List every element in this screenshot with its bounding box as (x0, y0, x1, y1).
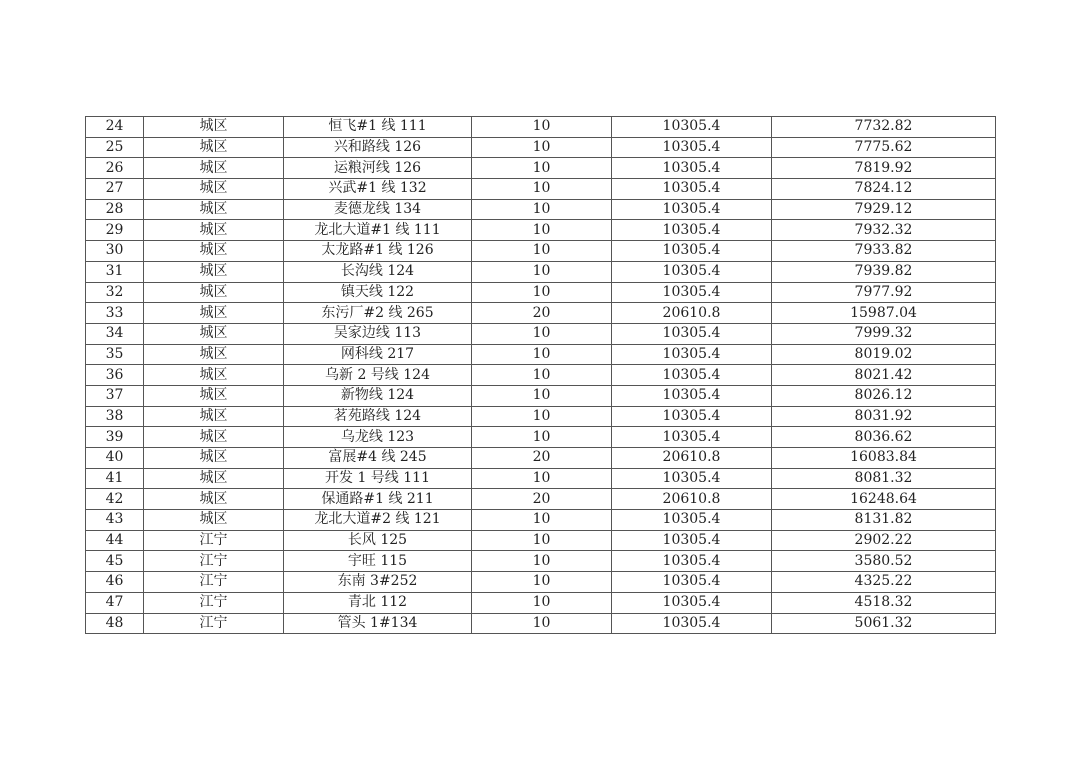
capacity-cell: 10 (472, 385, 612, 406)
value-a-cell: 20610.8 (612, 448, 772, 469)
district-cell: 城区 (144, 282, 284, 303)
value-b-cell: 7977.92 (772, 282, 996, 303)
district-cell: 江宁 (144, 530, 284, 551)
value-a-cell: 10305.4 (612, 510, 772, 531)
table-row (86, 489, 996, 510)
table-row (86, 117, 996, 138)
row-number-cell: 44 (86, 530, 144, 551)
row-number-cell: 37 (86, 385, 144, 406)
row-number-cell: 36 (86, 365, 144, 386)
value-a-cell: 10305.4 (612, 572, 772, 593)
line-name-cell: 乌新 2 号线 124 (284, 365, 472, 386)
row-number-cell: 27 (86, 179, 144, 200)
district-cell: 城区 (144, 365, 284, 386)
table-body (86, 117, 996, 634)
value-a-cell: 10305.4 (612, 199, 772, 220)
value-a-cell: 10305.4 (612, 220, 772, 241)
row-number-cell: 34 (86, 323, 144, 344)
capacity-cell: 10 (472, 282, 612, 303)
value-b-cell: 8081.32 (772, 468, 996, 489)
line-name-cell: 富展#4 线 245 (284, 448, 472, 469)
line-name-cell: 龙北大道#2 线 121 (284, 510, 472, 531)
row-number-cell: 33 (86, 303, 144, 324)
row-number-cell: 32 (86, 282, 144, 303)
value-b-cell: 7732.82 (772, 117, 996, 138)
value-a-cell: 10305.4 (612, 530, 772, 551)
value-a-cell: 10305.4 (612, 158, 772, 179)
capacity-cell: 10 (472, 179, 612, 200)
value-b-cell: 16248.64 (772, 489, 996, 510)
line-name-cell: 太龙路#1 线 126 (284, 241, 472, 262)
value-b-cell: 7939.82 (772, 261, 996, 282)
line-name-cell: 乌龙线 123 (284, 427, 472, 448)
table-row (86, 365, 996, 386)
value-b-cell: 5061.32 (772, 613, 996, 634)
table-row (86, 406, 996, 427)
value-a-cell: 10305.4 (612, 117, 772, 138)
capacity-cell: 20 (472, 489, 612, 510)
table-row (86, 199, 996, 220)
district-cell: 江宁 (144, 572, 284, 593)
capacity-cell: 10 (472, 323, 612, 344)
row-number-cell: 35 (86, 344, 144, 365)
capacity-cell: 20 (472, 303, 612, 324)
value-b-cell: 16083.84 (772, 448, 996, 469)
capacity-cell: 10 (472, 158, 612, 179)
line-name-cell: 麦德龙线 134 (284, 199, 472, 220)
district-cell: 城区 (144, 158, 284, 179)
table-row (86, 385, 996, 406)
table-row (86, 530, 996, 551)
row-number-cell: 45 (86, 551, 144, 572)
line-name-cell: 长沟线 124 (284, 261, 472, 282)
value-b-cell: 7999.32 (772, 323, 996, 344)
row-number-cell: 46 (86, 572, 144, 593)
row-number-cell: 24 (86, 117, 144, 138)
capacity-cell: 10 (472, 551, 612, 572)
capacity-cell: 10 (472, 365, 612, 386)
value-a-cell: 10305.4 (612, 468, 772, 489)
row-number-cell: 42 (86, 489, 144, 510)
district-cell: 城区 (144, 323, 284, 344)
value-a-cell: 10305.4 (612, 551, 772, 572)
row-number-cell: 31 (86, 261, 144, 282)
value-b-cell: 7824.12 (772, 179, 996, 200)
district-cell: 城区 (144, 468, 284, 489)
line-name-cell: 东污厂#2 线 265 (284, 303, 472, 324)
table-row (86, 241, 996, 262)
capacity-cell: 10 (472, 468, 612, 489)
table-row (86, 323, 996, 344)
district-cell: 城区 (144, 261, 284, 282)
line-name-cell: 镇天线 122 (284, 282, 472, 303)
capacity-cell: 20 (472, 448, 612, 469)
capacity-cell: 10 (472, 592, 612, 613)
row-number-cell: 40 (86, 448, 144, 469)
value-b-cell: 4518.32 (772, 592, 996, 613)
district-cell: 城区 (144, 344, 284, 365)
table-row (86, 179, 996, 200)
district-cell: 城区 (144, 489, 284, 510)
table-row (86, 220, 996, 241)
table-row (86, 551, 996, 572)
row-number-cell: 43 (86, 510, 144, 531)
data-table (85, 116, 996, 634)
value-b-cell: 7929.12 (772, 199, 996, 220)
line-name-cell: 长风 125 (284, 530, 472, 551)
value-a-cell: 10305.4 (612, 613, 772, 634)
value-b-cell: 4325.22 (772, 572, 996, 593)
table-row (86, 158, 996, 179)
line-name-cell: 开发 1 号线 111 (284, 468, 472, 489)
table-row (86, 592, 996, 613)
line-name-cell: 管头 1#134 (284, 613, 472, 634)
value-a-cell: 10305.4 (612, 282, 772, 303)
district-cell: 城区 (144, 179, 284, 200)
line-name-cell: 宇旺 115 (284, 551, 472, 572)
value-b-cell: 7819.92 (772, 158, 996, 179)
line-name-cell: 青北 112 (284, 592, 472, 613)
capacity-cell: 10 (472, 261, 612, 282)
row-number-cell: 47 (86, 592, 144, 613)
value-b-cell: 3580.52 (772, 551, 996, 572)
district-cell: 城区 (144, 117, 284, 138)
line-name-cell: 茗苑路线 124 (284, 406, 472, 427)
value-a-cell: 10305.4 (612, 323, 772, 344)
line-name-cell: 新物线 124 (284, 385, 472, 406)
table-row (86, 303, 996, 324)
capacity-cell: 10 (472, 406, 612, 427)
capacity-cell: 10 (472, 510, 612, 531)
district-cell: 城区 (144, 303, 284, 324)
capacity-cell: 10 (472, 613, 612, 634)
row-number-cell: 29 (86, 220, 144, 241)
table-row (86, 468, 996, 489)
district-cell: 城区 (144, 448, 284, 469)
capacity-cell: 10 (472, 137, 612, 158)
capacity-cell: 10 (472, 572, 612, 593)
district-cell: 城区 (144, 199, 284, 220)
table-row (86, 261, 996, 282)
value-a-cell: 10305.4 (612, 241, 772, 262)
line-name-cell: 吴家边线 113 (284, 323, 472, 344)
value-b-cell: 8131.82 (772, 510, 996, 531)
value-a-cell: 10305.4 (612, 365, 772, 386)
district-cell: 城区 (144, 241, 284, 262)
line-name-cell: 网科线 217 (284, 344, 472, 365)
value-a-cell: 10305.4 (612, 427, 772, 448)
row-number-cell: 38 (86, 406, 144, 427)
value-a-cell: 10305.4 (612, 261, 772, 282)
capacity-cell: 10 (472, 117, 612, 138)
district-cell: 城区 (144, 385, 284, 406)
line-name-cell: 龙北大道#1 线 111 (284, 220, 472, 241)
value-b-cell: 8036.62 (772, 427, 996, 448)
district-cell: 城区 (144, 427, 284, 448)
value-b-cell: 2902.22 (772, 530, 996, 551)
capacity-cell: 10 (472, 530, 612, 551)
line-name-cell: 运粮河线 126 (284, 158, 472, 179)
value-b-cell: 15987.04 (772, 303, 996, 324)
value-b-cell: 8031.92 (772, 406, 996, 427)
value-a-cell: 10305.4 (612, 179, 772, 200)
value-b-cell: 8021.42 (772, 365, 996, 386)
capacity-cell: 10 (472, 427, 612, 448)
value-a-cell: 20610.8 (612, 489, 772, 510)
table-row (86, 137, 996, 158)
capacity-cell: 10 (472, 344, 612, 365)
district-cell: 城区 (144, 220, 284, 241)
row-number-cell: 48 (86, 613, 144, 634)
table-row (86, 613, 996, 634)
row-number-cell: 25 (86, 137, 144, 158)
value-b-cell: 7933.82 (772, 241, 996, 262)
value-a-cell: 10305.4 (612, 344, 772, 365)
value-a-cell: 10305.4 (612, 137, 772, 158)
line-name-cell: 兴武#1 线 132 (284, 179, 472, 200)
table-row (86, 510, 996, 531)
table-row (86, 572, 996, 593)
table-row (86, 448, 996, 469)
capacity-cell: 10 (472, 220, 612, 241)
value-b-cell: 8019.02 (772, 344, 996, 365)
value-a-cell: 10305.4 (612, 385, 772, 406)
district-cell: 江宁 (144, 592, 284, 613)
line-name-cell: 兴和路线 126 (284, 137, 472, 158)
value-b-cell: 7775.62 (772, 137, 996, 158)
district-cell: 城区 (144, 510, 284, 531)
district-cell: 城区 (144, 137, 284, 158)
row-number-cell: 30 (86, 241, 144, 262)
table-row (86, 282, 996, 303)
value-a-cell: 10305.4 (612, 592, 772, 613)
value-b-cell: 7932.32 (772, 220, 996, 241)
value-a-cell: 20610.8 (612, 303, 772, 324)
line-name-cell: 东南 3#252 (284, 572, 472, 593)
capacity-cell: 10 (472, 241, 612, 262)
value-a-cell: 10305.4 (612, 406, 772, 427)
table-row (86, 427, 996, 448)
row-number-cell: 41 (86, 468, 144, 489)
district-cell: 江宁 (144, 551, 284, 572)
capacity-cell: 10 (472, 199, 612, 220)
row-number-cell: 26 (86, 158, 144, 179)
line-name-cell: 恒飞#1 线 111 (284, 117, 472, 138)
district-cell: 江宁 (144, 613, 284, 634)
value-b-cell: 8026.12 (772, 385, 996, 406)
line-name-cell: 保通路#1 线 211 (284, 489, 472, 510)
row-number-cell: 39 (86, 427, 144, 448)
table-row (86, 344, 996, 365)
district-cell: 城区 (144, 406, 284, 427)
row-number-cell: 28 (86, 199, 144, 220)
